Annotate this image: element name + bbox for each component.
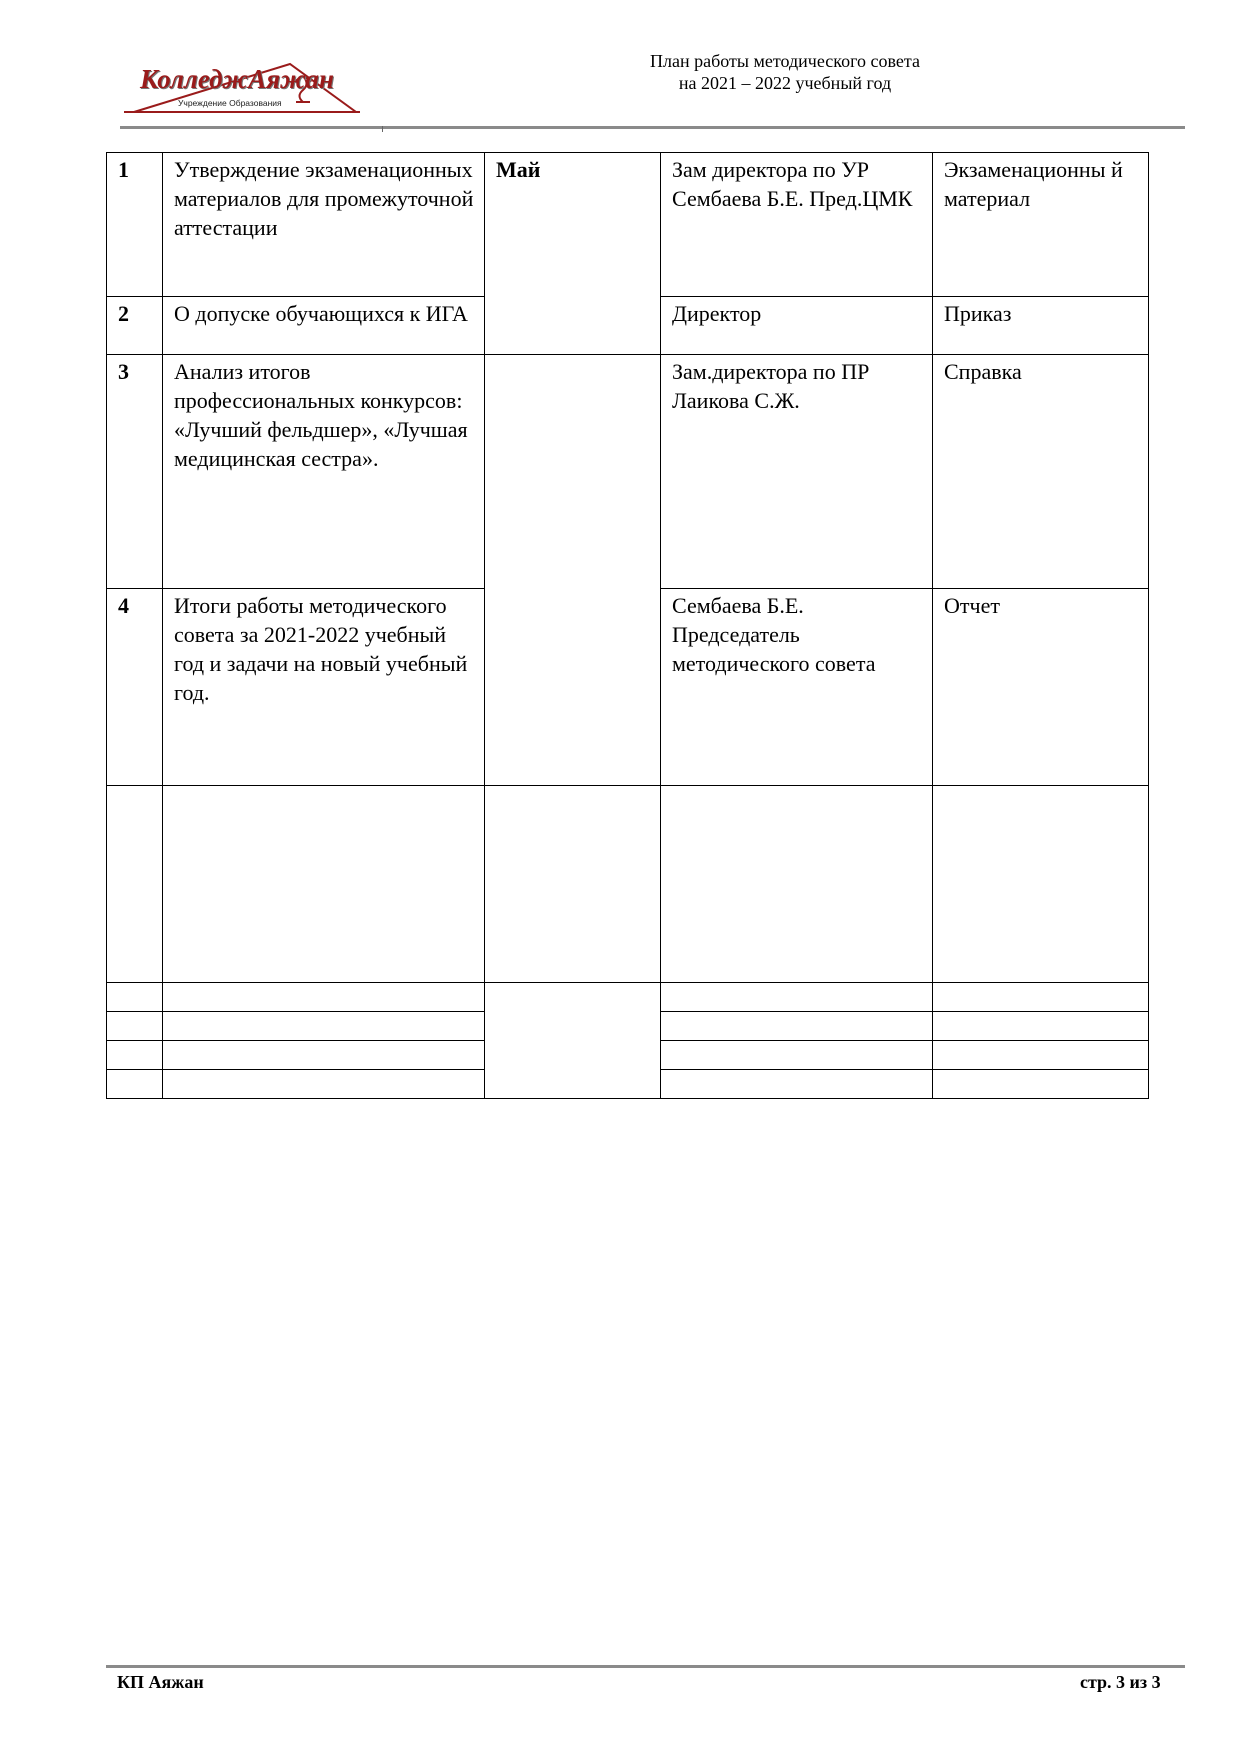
empty-cell <box>163 1012 485 1041</box>
empty-cell <box>661 786 933 983</box>
row-number: 2 <box>107 297 163 355</box>
empty-cell <box>933 786 1149 983</box>
empty-cell <box>163 1041 485 1070</box>
row-number: 1 <box>107 153 163 297</box>
table-row <box>107 355 1149 589</box>
empty-cell <box>485 983 661 1099</box>
row-topic: О допуске обучающихся к ИГА <box>163 297 485 355</box>
empty-cell <box>163 786 485 983</box>
empty-cell <box>107 983 163 1012</box>
empty-cell <box>661 1012 933 1041</box>
row-result: Экзаменационны й материал <box>933 153 1149 297</box>
header-divider <box>120 126 1185 129</box>
empty-month-cell <box>485 355 661 786</box>
logo-subtext: Учреждение Образования <box>178 98 282 108</box>
plan-table <box>106 152 1149 1099</box>
empty-cell <box>933 1041 1149 1070</box>
row-topic: Анализ итогов профессиональных конкурсов: «Лучший фельдшер», «Лучшая медицинская сестра». <box>163 355 485 589</box>
row-responsible: Директор <box>661 297 933 355</box>
row-result: Приказ <box>933 297 1149 355</box>
empty-cell <box>107 1041 163 1070</box>
empty-row <box>107 786 1149 983</box>
row-result: Отчет <box>933 589 1149 786</box>
empty-cell <box>661 1041 933 1070</box>
empty-row <box>107 983 1149 1012</box>
footer-divider <box>106 1665 1185 1668</box>
title-line-1: План работы методического совета <box>650 51 920 71</box>
empty-cell <box>485 786 661 983</box>
row-topic: Итоги работы методического совета за 2021-2022 учебный год и задачи на новый учебный год. <box>163 589 485 786</box>
header-tick <box>382 126 383 132</box>
empty-cell <box>661 983 933 1012</box>
empty-cell <box>163 1070 485 1099</box>
empty-cell <box>107 1012 163 1041</box>
title-line-2: на 2021 – 2022 учебный год <box>678 73 892 93</box>
row-result: Справка <box>933 355 1149 589</box>
row-number: 4 <box>107 589 163 786</box>
page-number: стр. 3 из 3 <box>1080 1672 1161 1692</box>
row-responsible: Сембаева Б.Е. Председатель методического совета <box>661 589 933 786</box>
empty-cell <box>163 983 485 1012</box>
table-row <box>107 153 1149 297</box>
empty-cell <box>661 1070 933 1099</box>
empty-cell <box>107 786 163 983</box>
college-logo <box>120 60 365 118</box>
row-topic: Утверждение экзаменационных материалов для промежуточной аттестации <box>163 153 485 297</box>
empty-cell <box>933 1012 1149 1041</box>
empty-cell <box>933 983 1149 1012</box>
month-cell: Май <box>485 153 661 355</box>
empty-cell <box>107 1070 163 1099</box>
footer-organization: КП Аяжан <box>117 1672 204 1692</box>
row-responsible: Зам директора по УР Сембаева Б.Е. Пред.ЦМК <box>661 153 933 297</box>
logo-text: КолледжАяжан <box>140 64 334 94</box>
page-title <box>560 50 1010 94</box>
row-number: 3 <box>107 355 163 589</box>
empty-cell <box>933 1070 1149 1099</box>
row-responsible: Зам.директора по ПР Лаикова С.Ж. <box>661 355 933 589</box>
